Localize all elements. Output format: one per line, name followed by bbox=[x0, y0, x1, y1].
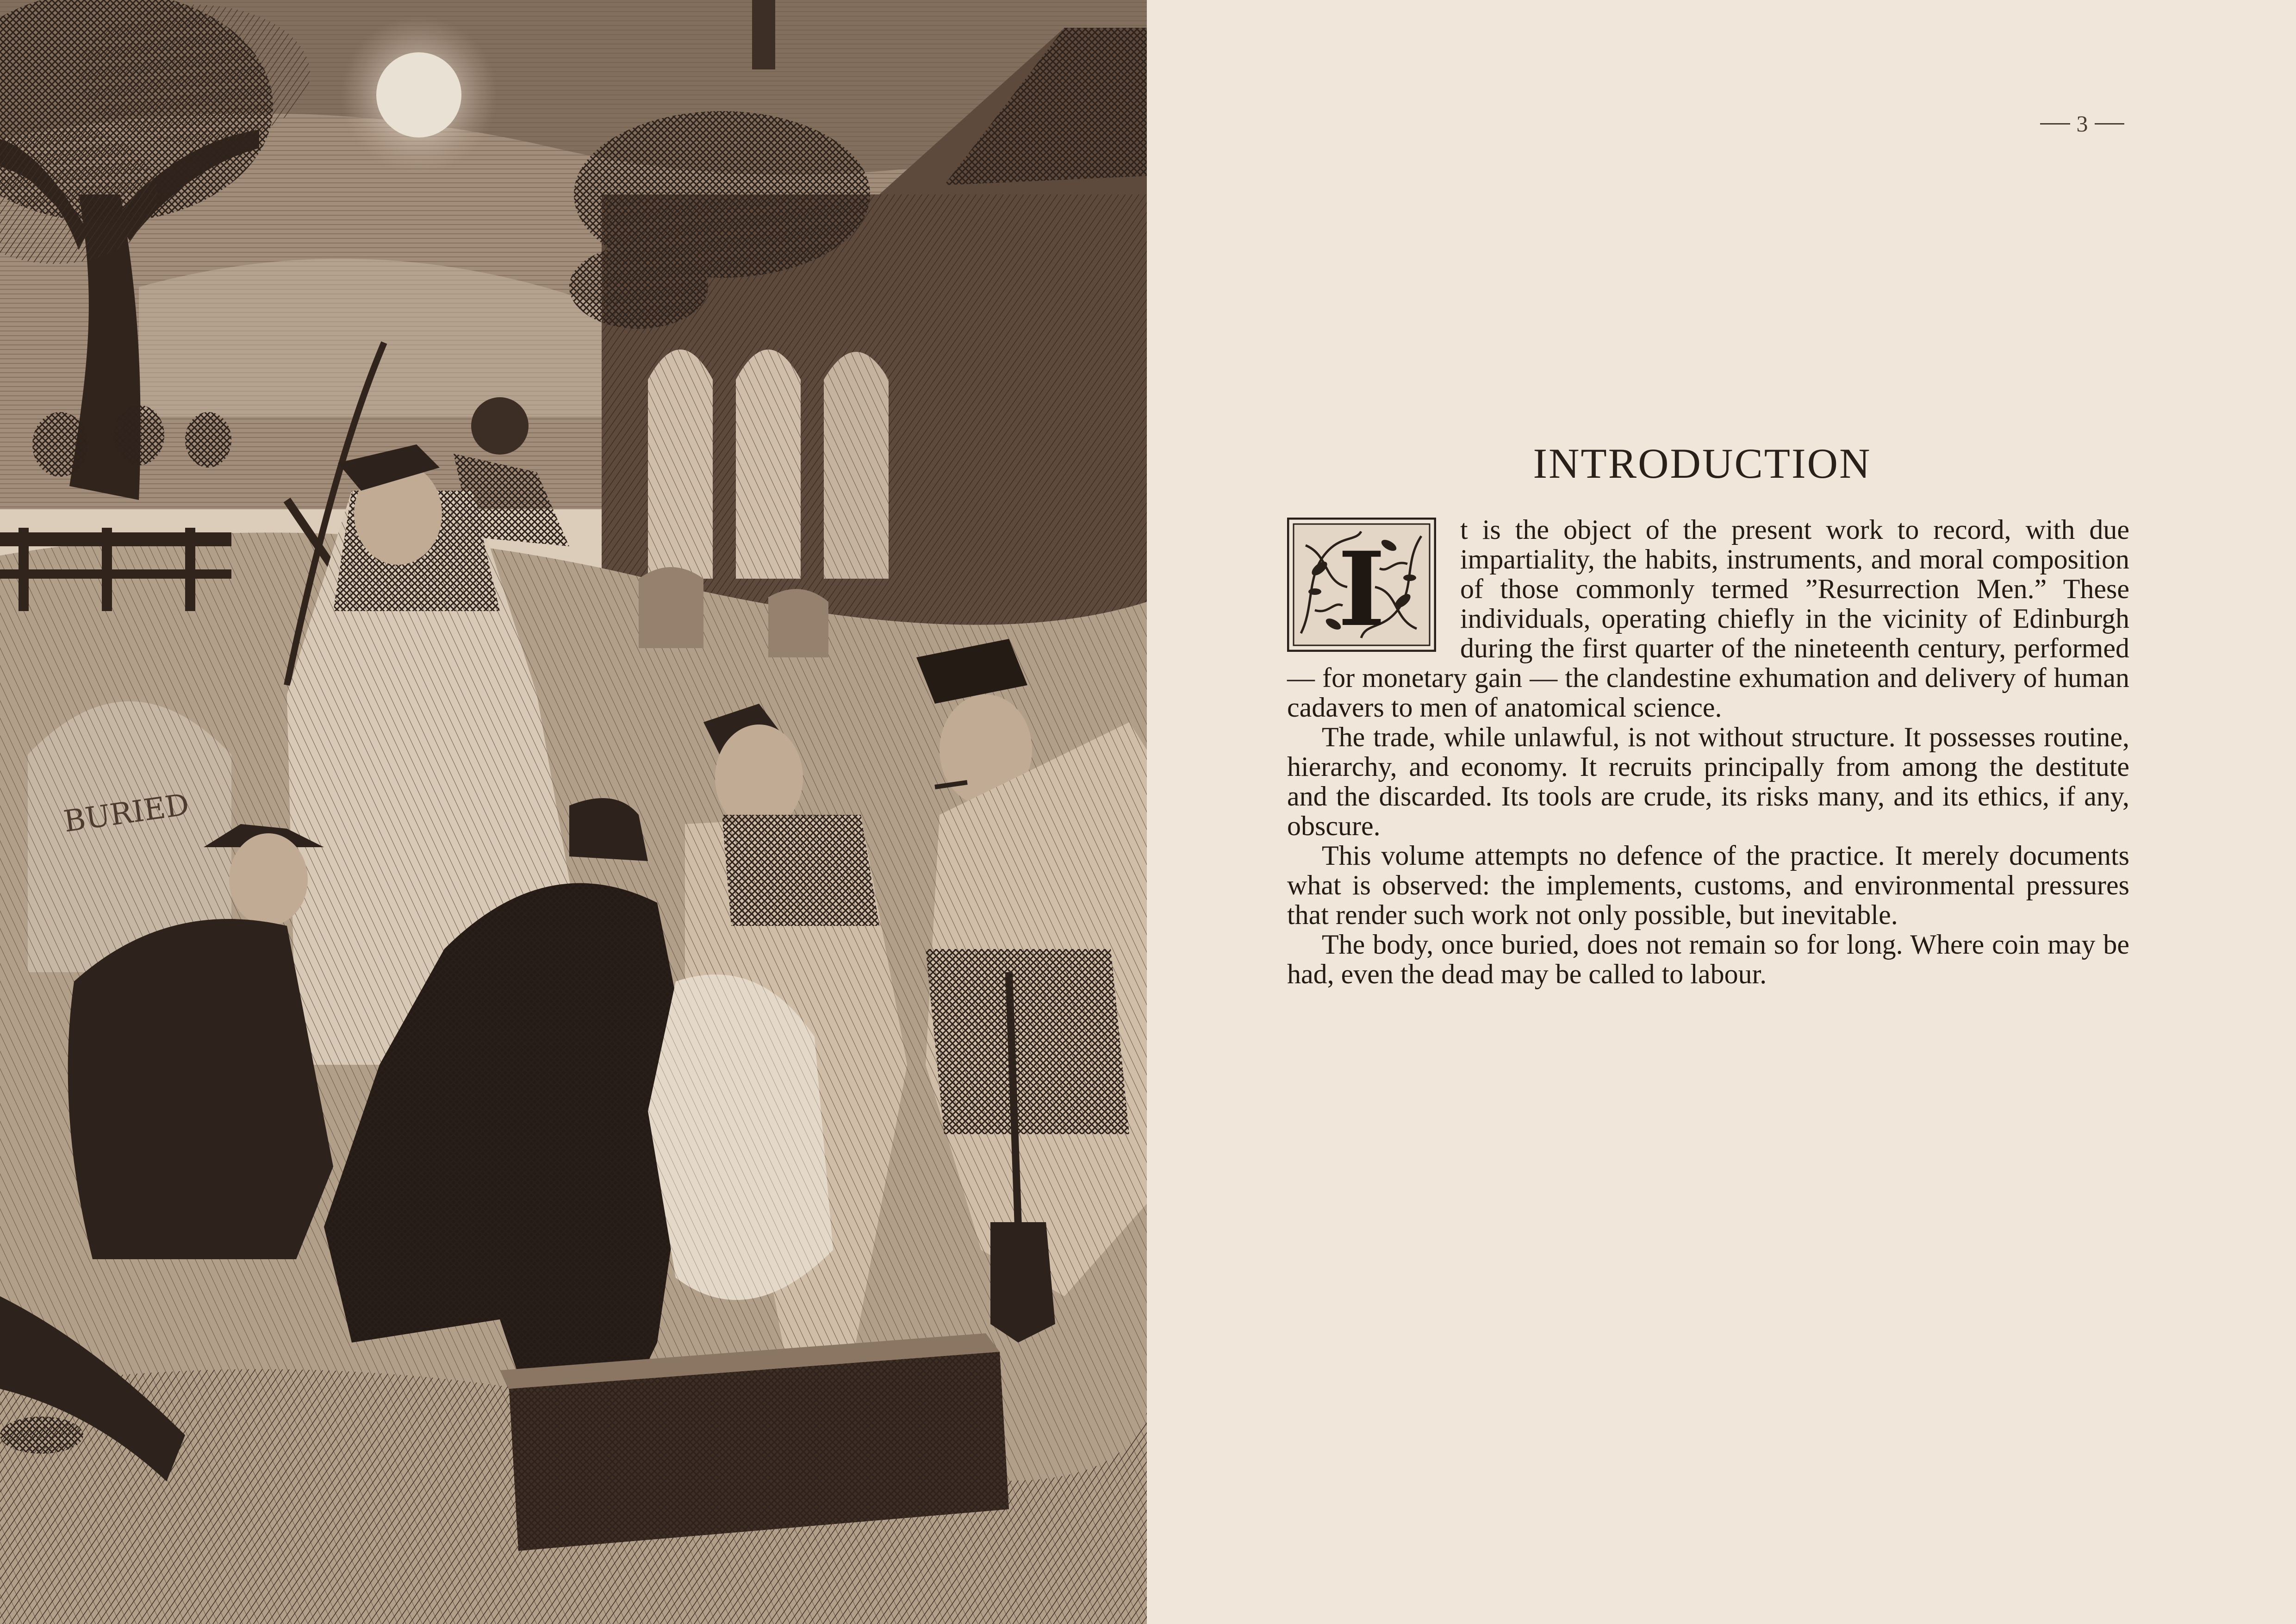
page-number-value: 3 bbox=[2076, 111, 2088, 137]
drop-cap-letter: I bbox=[1338, 529, 1386, 649]
paragraph-2: The trade, while unlawful, is not without structure. It possesses routine, hierarchy, and economy. It recruits principally from among the destitute and the discarded. Its tools are crude, its risks many, and its ethics, if any, obscure. bbox=[1287, 722, 2129, 841]
page-number-rule-right bbox=[2095, 123, 2125, 125]
drop-cap-initial bbox=[1287, 518, 1436, 652]
page-number bbox=[2034, 107, 2131, 140]
text-page bbox=[1147, 0, 2296, 1624]
engraving-illustration bbox=[0, 0, 1147, 1624]
paragraph-1: t is the object of the present work to record, with due impartiality, the habits, instruments, and moral composition of those commonly termed ”Resurrection Men.” These individuals, operating chiefly in the vicinity of Edinburgh during the first quarter of the nineteenth century, performed — for monetary gain — the clandestine exhumation and delivery of human cadavers to men of anatomical science. bbox=[1287, 514, 2129, 723]
tombstone-inscription: BURIED bbox=[62, 787, 192, 839]
chapter-title: INTRODUCTION bbox=[1533, 440, 1872, 487]
paragraph-4: The body, once buried, does not remain so for long. Where coin may be had, even the dead may be called to labour. bbox=[1287, 929, 2129, 989]
body-text bbox=[1287, 515, 2129, 989]
page-number-rule-left bbox=[2040, 123, 2070, 125]
paragraph-3: This volume attempts no defence of the practice. It merely documents what is observed: the implements, customs, and environmental pressures that render such work not only possible, but inevitable. bbox=[1287, 840, 2129, 930]
